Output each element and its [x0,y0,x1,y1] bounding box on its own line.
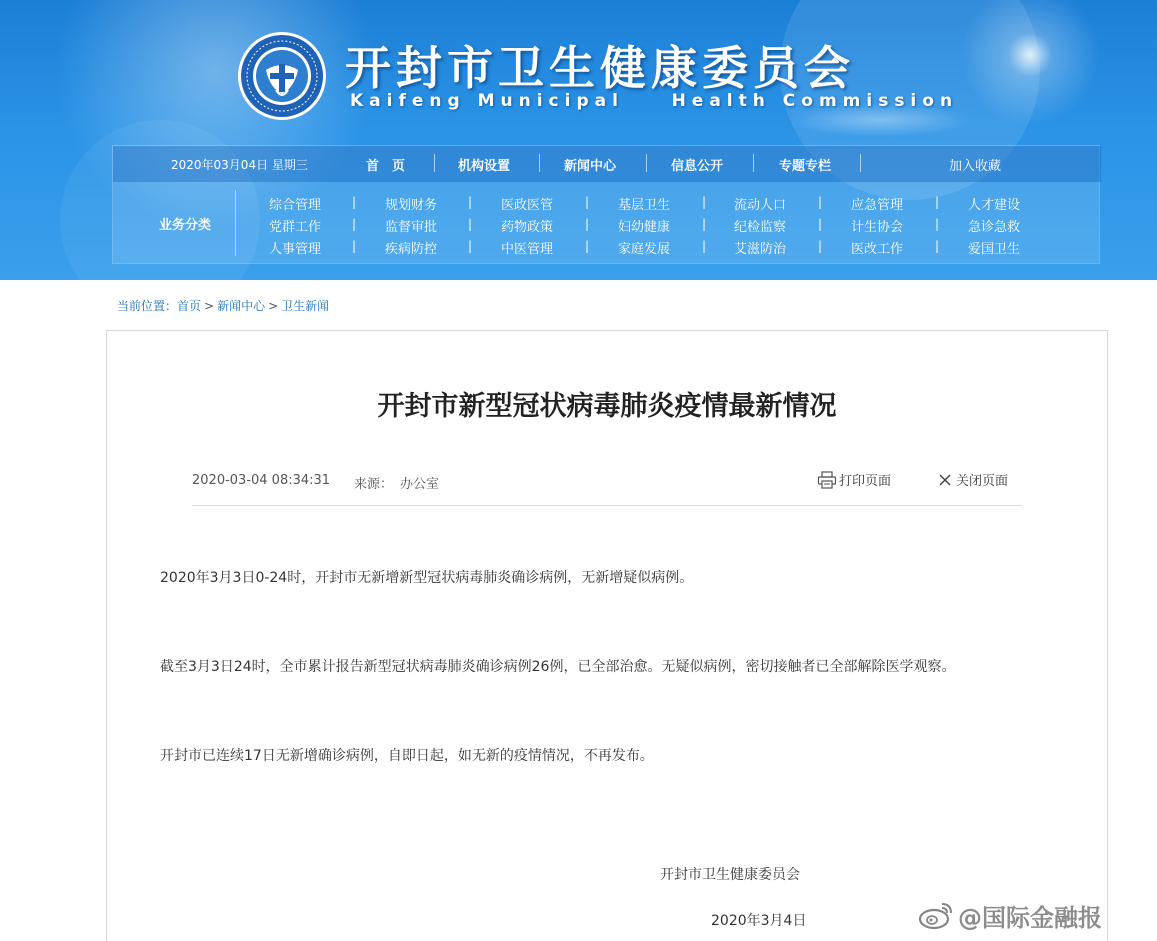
category-separator: | [702,239,707,253]
close-page-button[interactable] [937,470,1008,489]
breadcrumb-home[interactable]: 首页 [177,299,202,313]
article-panel [106,330,1108,941]
top-navigation [113,146,1101,182]
category-item[interactable]: 妇幼健康 [618,220,671,235]
article-paragraph: 截至3月3日24时，全市累计报告新型冠状病毒肺炎确诊病例26例，已全部治愈。无疑似病例，密切接触者已全部解除医学观察。 [160,659,956,675]
source-label: 来源： [354,477,394,492]
breadcrumb-prefix: 当前位置： [117,299,178,313]
category-separator: | [935,239,940,253]
add-to-favorites-link[interactable]: 加入收藏 [949,159,1002,174]
breadcrumb-news-center[interactable]: 新闻中心 [217,299,266,313]
nav-home[interactable]: 首 页 [366,159,406,174]
category-item[interactable]: 流动人口 [734,198,787,213]
category-item[interactable]: 家庭发展 [618,242,671,257]
category-separator: | [468,239,473,253]
watermark [918,895,1102,935]
category-separator: | [585,239,590,253]
signature-organization: 开封市卫生健康委员会 [660,867,800,883]
category-separator: | [935,217,940,231]
article-paragraph: 开封市已连续17日无新增确诊病例，自即日起，如无新的疫情情况，不再发布。 [160,748,654,764]
breadcrumb-separator: > [204,299,215,313]
article-title: 开封市新型冠状病毒肺炎疫情最新情况 [377,391,837,422]
category-item[interactable]: 监督审批 [385,220,438,235]
category-separator: | [818,239,823,253]
category-item[interactable]: 综合管理 [269,198,322,213]
breadcrumb [117,297,329,314]
publish-datetime: 2020-03-04 08:34:31 [192,473,331,488]
close-icon [937,472,953,488]
category-separator: | [702,217,707,231]
nav-divider [539,154,540,172]
category-item[interactable]: 应急管理 [851,198,904,213]
category-separator: | [585,217,590,231]
nav-divider [860,154,861,172]
category-separator: | [468,217,473,231]
category-item[interactable]: 规划财务 [385,198,438,213]
watermark-text: @国际金融报 [958,903,1102,932]
category-separator: | [352,239,357,253]
header-banner [0,0,1157,280]
category-item[interactable]: 基层卫生 [618,198,671,213]
category-item[interactable]: 艾滋防治 [734,242,787,257]
category-item[interactable]: 党群工作 [269,220,322,235]
breadcrumb-separator: > [268,299,279,313]
nav-divider [646,154,647,172]
category-item[interactable]: 计生协会 [851,220,904,235]
category-item[interactable]: 疾病防控 [385,242,438,257]
category-separator: | [468,195,473,209]
category-item[interactable]: 中医管理 [501,242,554,257]
category-separator: | [702,195,707,209]
category-item[interactable]: 急诊急救 [968,220,1021,235]
nav-divider [753,154,754,172]
site-title: 开封市卫生健康委员会 [345,41,855,95]
category-item[interactable]: 医改工作 [851,242,904,257]
category-separator: | [352,217,357,231]
signature-date: 2020年3月4日 [711,913,807,929]
nav-divider [434,154,435,172]
category-item[interactable]: 医政医管 [501,198,554,213]
close-page-label: 关闭页面 [956,474,1009,489]
category-item[interactable]: 人事管理 [269,242,322,257]
article-paragraph: 2020年3月3日0-24时，开封市无新增新型冠状病毒肺炎确诊病例，无新增疑似病例。 [160,570,694,586]
category-divider [235,190,236,256]
category-item[interactable]: 纪检监察 [734,220,787,235]
nav-information-disclosure[interactable]: 信息公开 [671,159,724,174]
article-meta [192,458,1022,506]
nav-special-topics[interactable]: 专题专栏 [779,159,832,174]
category-separator: | [818,217,823,231]
category-label: 业务分类 [159,218,212,233]
category-item[interactable]: 人才建设 [968,198,1021,213]
current-date: 2020年03月04日 星期三 [171,158,308,172]
category-item[interactable]: 药物政策 [501,220,554,235]
category-separator: | [585,195,590,209]
print-page-button[interactable] [817,470,891,489]
nav-news-center[interactable]: 新闻中心 [564,159,617,174]
commission-emblem-icon [236,30,328,122]
source-value: 办公室 [400,477,440,492]
category-separator: | [935,195,940,209]
category-item[interactable]: 爱国卫生 [968,242,1021,257]
navigation-panel [112,145,1100,264]
print-page-label: 打印页面 [839,474,892,489]
nav-organization[interactable]: 机构设置 [458,159,511,174]
breadcrumb-health-news[interactable]: 卫生新闻 [281,299,330,313]
site-subtitle: Kaifeng Municipal Health Commission [350,91,959,111]
category-separator: | [818,195,823,209]
printer-icon [817,471,837,489]
category-separator: | [352,195,357,209]
weibo-icon [918,900,954,930]
